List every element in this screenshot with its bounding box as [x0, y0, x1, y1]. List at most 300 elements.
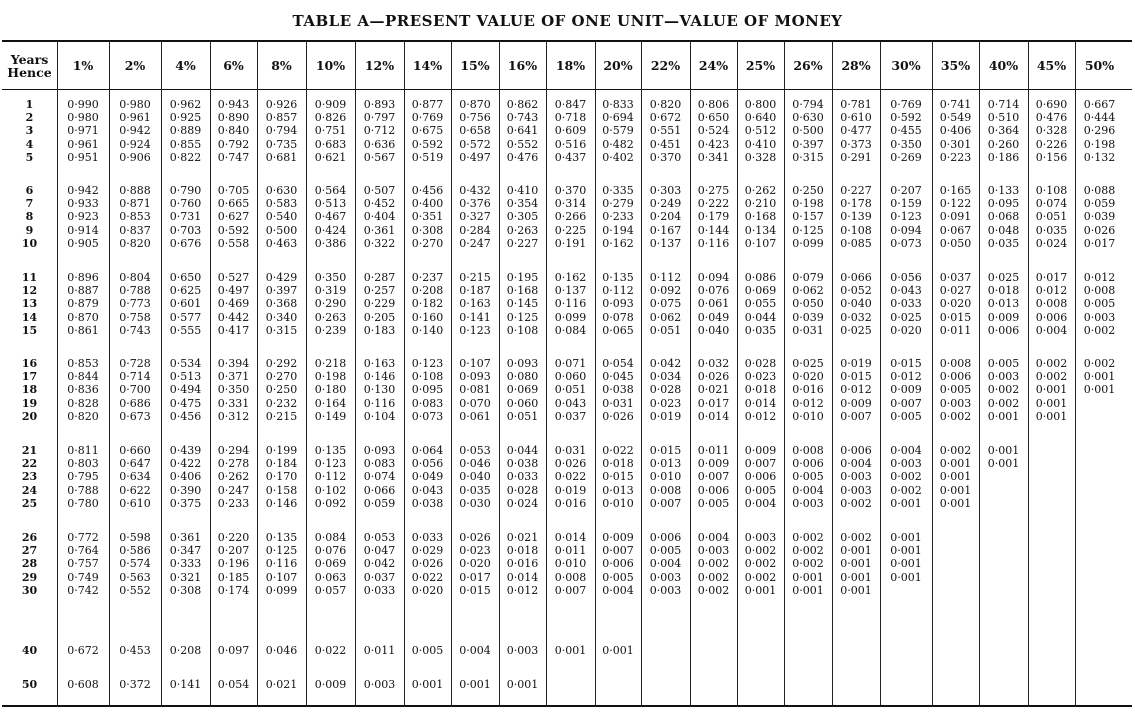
- table-cell: 0·074: [1035, 197, 1068, 211]
- table-cell: 0·001: [987, 444, 1020, 457]
- table-cell: 0·034: [649, 370, 682, 384]
- table-cell: 0·102: [314, 483, 347, 497]
- table-cell: 0·011: [363, 644, 396, 657]
- table-cell: 0·476: [506, 150, 539, 164]
- table-cell: 0·728: [119, 357, 151, 370]
- table-cell: 0·004: [697, 531, 730, 544]
- table-cell: 0·558: [217, 236, 250, 250]
- table-cell: 0·410: [506, 184, 539, 197]
- table-cell: 0·640: [744, 111, 777, 125]
- table-cell: 0·390: [169, 483, 202, 497]
- table-cell: 0·592: [890, 111, 922, 125]
- table-cell: 0·622: [119, 483, 151, 497]
- table-cell: 0·627: [217, 210, 250, 224]
- table-cell: 0·250: [792, 184, 824, 197]
- table-cell: 0·512: [744, 124, 777, 138]
- table-cell: 0·225: [554, 223, 587, 237]
- year-label: 8: [25, 210, 34, 224]
- table-cell: 0·227: [840, 184, 872, 197]
- table-cell: 0·005: [890, 409, 922, 423]
- year-label: 14: [21, 310, 38, 324]
- rate-header: 20%: [603, 58, 633, 73]
- table-cell: 0·467: [314, 210, 347, 224]
- table-cell: 0·199: [265, 444, 298, 457]
- table-cell: 0·163: [363, 357, 396, 370]
- table-cell: 0·315: [792, 150, 824, 164]
- table-cell: 0·305: [506, 210, 539, 224]
- table-cell: 0·009: [987, 310, 1020, 324]
- table-cell: 0·094: [697, 271, 730, 284]
- table-cell: 0·980: [119, 98, 151, 111]
- table-cell: 0·583: [265, 197, 298, 211]
- table-cell: 0·008: [554, 570, 587, 584]
- year-label: 18: [21, 383, 38, 397]
- table-cell: 0·095: [987, 197, 1020, 211]
- table-cell: 0·108: [411, 370, 444, 384]
- table-cell: 0·047: [363, 544, 396, 558]
- table-cell: 0·351: [411, 210, 444, 224]
- year-label: 3: [25, 124, 34, 138]
- table-cell: 0·123: [411, 357, 444, 370]
- table-cell: 0·005: [649, 544, 682, 558]
- table-cell: 0·714: [987, 98, 1020, 111]
- table-cell: 0·123: [314, 457, 347, 471]
- table-cell: 0·040: [840, 297, 872, 311]
- table-cell: 0·340: [265, 310, 298, 324]
- table-cell: 0·712: [363, 124, 396, 138]
- table-cell: 0·051: [649, 323, 682, 337]
- table-cell: 0·749: [67, 570, 99, 584]
- table-cell: 0·073: [411, 409, 444, 423]
- table-cell: 0·840: [217, 124, 250, 138]
- table-cell: 0·250: [265, 383, 298, 397]
- table-cell: 0·665: [217, 197, 250, 211]
- table-cell: 0·015: [649, 444, 682, 457]
- table-cell: 0·658: [459, 124, 491, 138]
- table-cell: 0·308: [411, 223, 444, 237]
- table-cell: 0·315: [265, 323, 298, 337]
- table-cell: 0·871: [119, 197, 151, 211]
- table-cell: 0·423: [697, 137, 730, 151]
- table-cell: 0·141: [169, 678, 202, 691]
- table-cell: 0·198: [314, 370, 347, 384]
- table-cell: 0·364: [987, 124, 1020, 138]
- table-cell: 0·321: [169, 570, 202, 584]
- table-cell: 0·014: [506, 570, 539, 584]
- year-label: 4: [25, 137, 34, 151]
- table-cell: 0·015: [840, 370, 872, 384]
- table-cell: 0·163: [459, 297, 491, 311]
- table-cell: 0·012: [506, 583, 539, 597]
- table-cell: 0·226: [1035, 137, 1068, 151]
- table-cell: 0·469: [217, 297, 250, 311]
- table-cell: 0·048: [987, 223, 1020, 237]
- table-cell: 0·007: [649, 496, 682, 510]
- table-cell: 0·026: [459, 531, 491, 544]
- table-cell: 0·222: [697, 197, 730, 211]
- table-cell: 0·035: [987, 236, 1020, 250]
- table-cell: 0·030: [459, 496, 491, 510]
- table-cell: 0·026: [554, 457, 587, 471]
- present-value-table: [2, 40, 1132, 709]
- year-label: 9: [25, 223, 34, 237]
- table-cell: 0·125: [792, 223, 824, 237]
- table-cell: 0·185: [217, 570, 250, 584]
- table-cell: 0·453: [119, 644, 151, 657]
- table-cell: 0·162: [554, 271, 587, 284]
- table-cell: 0·003: [649, 583, 682, 597]
- table-cell: 0·601: [169, 297, 202, 311]
- table-cell: 0·002: [987, 396, 1020, 410]
- table-cell: 0·675: [411, 124, 444, 138]
- table-cell: 0·452: [363, 197, 396, 211]
- table-cell: 0·099: [265, 583, 298, 597]
- table-cell: 0·641: [506, 124, 539, 138]
- table-cell: 0·806: [697, 98, 730, 111]
- table-cell: 0·144: [697, 223, 730, 237]
- table-cell: 0·007: [840, 409, 872, 423]
- table-cell: 0·260: [987, 137, 1020, 151]
- table-cell: 0·146: [363, 370, 396, 384]
- rate-header: 18%: [555, 58, 586, 73]
- table-cell: 0·023: [649, 396, 682, 410]
- table-cell: 0·055: [744, 297, 777, 311]
- table-cell: 0·204: [649, 210, 682, 224]
- table-cell: 0·007: [554, 583, 587, 597]
- table-cell: 0·135: [314, 444, 347, 457]
- year-label: 24: [21, 483, 38, 497]
- table-cell: 0·065: [602, 323, 634, 337]
- table-cell: 0·002: [1035, 370, 1068, 384]
- year-label: 30: [21, 583, 38, 597]
- table-cell: 0·056: [890, 271, 922, 284]
- table-cell: 0·239: [314, 323, 347, 337]
- table-cell: 0·497: [217, 284, 250, 298]
- table-cell: 0·028: [744, 357, 777, 370]
- table-cell: 0·005: [1083, 297, 1116, 311]
- table-cell: 0·001: [987, 457, 1020, 471]
- table-cell: 0·005: [939, 383, 972, 397]
- table-cell: 0·069: [744, 284, 777, 298]
- table-cell: 0·134: [744, 223, 777, 237]
- table-cell: 0·001: [840, 557, 872, 571]
- table-cell: 0·135: [265, 531, 298, 544]
- year-label: 27: [21, 544, 38, 558]
- table-cell: 0·772: [67, 531, 99, 544]
- rate-header: 24%: [698, 58, 729, 73]
- rate-header: 6%: [223, 58, 244, 73]
- table-cell: 0·021: [697, 383, 730, 397]
- table-cell: 0·174: [217, 583, 250, 597]
- table-cell: 0·178: [840, 197, 872, 211]
- table-cell: 0·020: [939, 297, 972, 311]
- table-cell: 0·040: [459, 470, 491, 484]
- table-cell: 0·792: [217, 137, 250, 151]
- table-cell: 0·962: [169, 98, 202, 111]
- table-cell: 0·549: [939, 111, 972, 125]
- rate-header: 28%: [841, 58, 871, 73]
- table-cell: 0·836: [67, 383, 99, 397]
- table-cell: 0·290: [314, 297, 347, 311]
- table-cell: 0·743: [119, 323, 151, 337]
- table-cell: 0·061: [697, 297, 730, 311]
- table-cell: 0·893: [363, 98, 396, 111]
- table-cell: 0·049: [697, 310, 730, 324]
- table-cell: 0·694: [602, 111, 634, 125]
- table-cell: 0·751: [314, 124, 347, 138]
- table-cell: 0·005: [987, 357, 1020, 370]
- table-cell: 0·186: [987, 150, 1020, 164]
- table-cell: 0·038: [411, 496, 444, 510]
- table-cell: 0·262: [217, 470, 250, 484]
- table-cell: 0·009: [602, 531, 634, 544]
- table-cell: 0·064: [411, 444, 444, 457]
- table-cell: 0·826: [314, 111, 347, 125]
- table-cell: 0·093: [459, 370, 491, 384]
- table-cell: 0·350: [314, 271, 347, 284]
- table-cell: 0·005: [744, 483, 777, 497]
- table-cell: 0·137: [554, 284, 587, 298]
- table-cell: 0·044: [506, 444, 539, 457]
- table-cell: 0·926: [265, 98, 298, 111]
- table-cell: 0·164: [314, 396, 347, 410]
- table-cell: 0·019: [649, 409, 682, 423]
- table-cell: 0·001: [459, 678, 491, 691]
- table-cell: 0·146: [265, 496, 298, 510]
- table-cell: 0·168: [506, 284, 539, 298]
- table-cell: 0·009: [744, 444, 777, 457]
- table-cell: 0·015: [939, 310, 972, 324]
- table-cell: 0·003: [506, 644, 539, 657]
- table-cell: 0·001: [1083, 383, 1116, 397]
- table-cell: 0·165: [939, 184, 972, 197]
- table-cell: 0·284: [459, 223, 491, 237]
- table-cell: 0·232: [265, 396, 298, 410]
- table-cell: 0·116: [697, 236, 730, 250]
- table-cell: 0·001: [1035, 396, 1068, 410]
- table-cell: 0·001: [890, 570, 922, 584]
- table-title: TABLE A—PRESENT VALUE OF ONE UNIT—VALUE OF MONEY: [292, 12, 843, 30]
- table-cell: 0·207: [217, 544, 250, 558]
- table-cell: 0·800: [744, 98, 777, 111]
- table-cell: 0·022: [554, 470, 587, 484]
- table-cell: 0·014: [554, 531, 587, 544]
- table-cell: 0·270: [265, 370, 298, 384]
- table-cell: 0·890: [217, 111, 250, 125]
- table-cell: 0·004: [840, 457, 872, 471]
- table-cell: 0·156: [1035, 150, 1068, 164]
- table-cell: 0·592: [411, 137, 444, 151]
- table-cell: 0·672: [67, 644, 99, 657]
- table-cell: 0·157: [792, 210, 824, 224]
- table-cell: 0·003: [840, 470, 872, 484]
- table-cell: 0·237: [411, 271, 444, 284]
- table-cell: 0·263: [506, 223, 539, 237]
- table-cell: 0·017: [1083, 236, 1116, 250]
- table-cell: 0·159: [890, 197, 922, 211]
- table-cell: 0·005: [792, 470, 824, 484]
- table-cell: 0·198: [1083, 137, 1116, 151]
- table-cell: 0·896: [67, 271, 99, 284]
- table-cell: 0·009: [840, 396, 872, 410]
- year-label: 16: [21, 357, 38, 370]
- table-cell: 0·001: [840, 570, 872, 584]
- table-cell: 0·123: [459, 323, 491, 337]
- table-cell: 0·002: [792, 544, 824, 558]
- table-cell: 0·610: [840, 111, 872, 125]
- table-cell: 0·797: [363, 111, 396, 125]
- table-cell: 0·067: [939, 223, 972, 237]
- table-cell: 0·510: [987, 111, 1020, 125]
- table-cell: 0·031: [602, 396, 634, 410]
- table-cell: 0·003: [697, 544, 730, 558]
- table-cell: 0·249: [649, 197, 682, 211]
- year-label: 22: [21, 457, 38, 471]
- table-cell: 0·002: [792, 531, 824, 544]
- table-cell: 0·741: [939, 98, 972, 111]
- table-cell: 0·002: [792, 557, 824, 571]
- table-cell: 0·820: [649, 98, 682, 111]
- table-cell: 0·266: [554, 210, 587, 224]
- table-cell: 0·287: [363, 271, 396, 284]
- year-label: 21: [21, 444, 38, 457]
- table-cell: 0·291: [840, 150, 872, 164]
- table-cell: 0·007: [744, 457, 777, 471]
- table-cell: 0·328: [744, 150, 777, 164]
- table-cell: 0·049: [411, 470, 444, 484]
- table-cell: 0·686: [119, 396, 151, 410]
- table-cell: 0·063: [314, 570, 347, 584]
- table-cell: 0·803: [67, 457, 99, 471]
- table-cell: 0·335: [602, 184, 634, 197]
- table-bottom-rule: [2, 705, 1132, 707]
- table-cell: 0·001: [890, 544, 922, 558]
- table-cell: 0·003: [1083, 310, 1116, 324]
- year-label: 11: [21, 271, 38, 284]
- table-cell: 0·001: [1035, 383, 1068, 397]
- table-cell: 0·001: [939, 457, 972, 471]
- table-cell: 0·002: [1083, 357, 1116, 370]
- table-cell: 0·015: [602, 470, 634, 484]
- table-cell: 0·004: [459, 644, 491, 657]
- table-cell: 0·001: [411, 678, 444, 691]
- table-cell: 0·026: [697, 370, 730, 384]
- year-label: 23: [21, 470, 38, 484]
- table-cell: 0·757: [67, 557, 99, 571]
- table-cell: 0·837: [119, 223, 151, 237]
- table-cell: 0·463: [265, 236, 298, 250]
- table-cell: 0·003: [744, 531, 777, 544]
- table-cell: 0·015: [459, 583, 491, 597]
- table-cell: 0·331: [217, 396, 250, 410]
- table-cell: 0·870: [459, 98, 491, 111]
- table-cell: 0·083: [363, 457, 396, 471]
- table-cell: 0·046: [265, 644, 298, 657]
- table-cell: 0·015: [890, 357, 922, 370]
- table-cell: 0·980: [67, 111, 99, 125]
- table-cell: 0·180: [314, 383, 347, 397]
- table-cell: 0·368: [265, 297, 298, 311]
- table-cell: 0·247: [217, 483, 250, 497]
- table-cell: 0·107: [265, 570, 298, 584]
- table-cell: 0·016: [506, 557, 539, 571]
- table-cell: 0·417: [217, 323, 250, 337]
- table-cell: 0·263: [314, 310, 347, 324]
- table-cell: 0·820: [67, 409, 99, 423]
- table-cell: 0·003: [987, 370, 1020, 384]
- table-cell: 0·905: [67, 236, 99, 250]
- table-cell: 0·207: [890, 184, 922, 197]
- table-cell: 0·354: [506, 197, 539, 211]
- table-cell: 0·879: [67, 297, 99, 311]
- table-cell: 0·020: [792, 370, 824, 384]
- table-cell: 0·026: [411, 557, 444, 571]
- table-cell: 0·006: [744, 470, 777, 484]
- table-cell: 0·410: [744, 137, 777, 151]
- table-cell: 0·500: [792, 124, 824, 138]
- table-cell: 0·747: [217, 150, 250, 164]
- table-cell: 0·002: [939, 444, 972, 457]
- table-cell: 0·790: [169, 184, 202, 197]
- table-cell: 0·125: [506, 310, 539, 324]
- table-cell: 0·084: [554, 323, 587, 337]
- table-cell: 0·667: [1083, 98, 1116, 111]
- table-cell: 0·788: [67, 483, 99, 497]
- table-cell: 0·013: [602, 483, 634, 497]
- table-cell: 0·123: [890, 210, 922, 224]
- table-cell: 0·043: [890, 284, 922, 298]
- table-cell: 0·084: [314, 531, 347, 544]
- rate-header: 8%: [271, 58, 292, 73]
- table-cell: 0·551: [649, 124, 682, 138]
- table-cell: 0·187: [459, 284, 491, 298]
- table-cell: 0·218: [314, 357, 347, 370]
- table-cell: 0·681: [265, 150, 298, 164]
- table-cell: 0·145: [506, 297, 539, 311]
- table-cell: 0·567: [363, 150, 396, 164]
- table-cell: 0·112: [314, 470, 347, 484]
- table-cell: 0·215: [265, 409, 298, 423]
- table-cell: 0·024: [1035, 236, 1068, 250]
- table-cell: 0·579: [602, 124, 634, 138]
- table-cell: 0·024: [506, 496, 539, 510]
- table-cell: 0·820: [119, 236, 151, 250]
- year-label: 5: [25, 150, 34, 164]
- table-cell: 0·191: [554, 236, 587, 250]
- table-cell: 0·094: [890, 223, 922, 237]
- table-cell: 0·020: [459, 557, 491, 571]
- table-cell: 0·011: [939, 323, 972, 337]
- table-cell: 0·035: [744, 323, 777, 337]
- table-cell: 0·247: [459, 236, 491, 250]
- year-label: 12: [21, 284, 38, 298]
- table-cell: 0·758: [119, 310, 151, 324]
- table-cell: 0·035: [1035, 223, 1068, 237]
- table-cell: 0·853: [119, 210, 151, 224]
- table-cell: 0·001: [744, 583, 777, 597]
- table-cell: 0·032: [840, 310, 872, 324]
- year-label: 2: [25, 111, 34, 125]
- table-cell: 0·001: [554, 644, 587, 657]
- table-cell: 0·925: [169, 111, 202, 125]
- table-cell: 0·149: [314, 409, 347, 423]
- table-cell: 0·229: [363, 297, 396, 311]
- table-cell: 0·026: [1083, 223, 1116, 237]
- table-cell: 0·001: [506, 678, 539, 691]
- table-cell: 0·292: [265, 357, 298, 370]
- table-cell: 0·455: [890, 124, 922, 138]
- table-cell: 0·028: [649, 383, 682, 397]
